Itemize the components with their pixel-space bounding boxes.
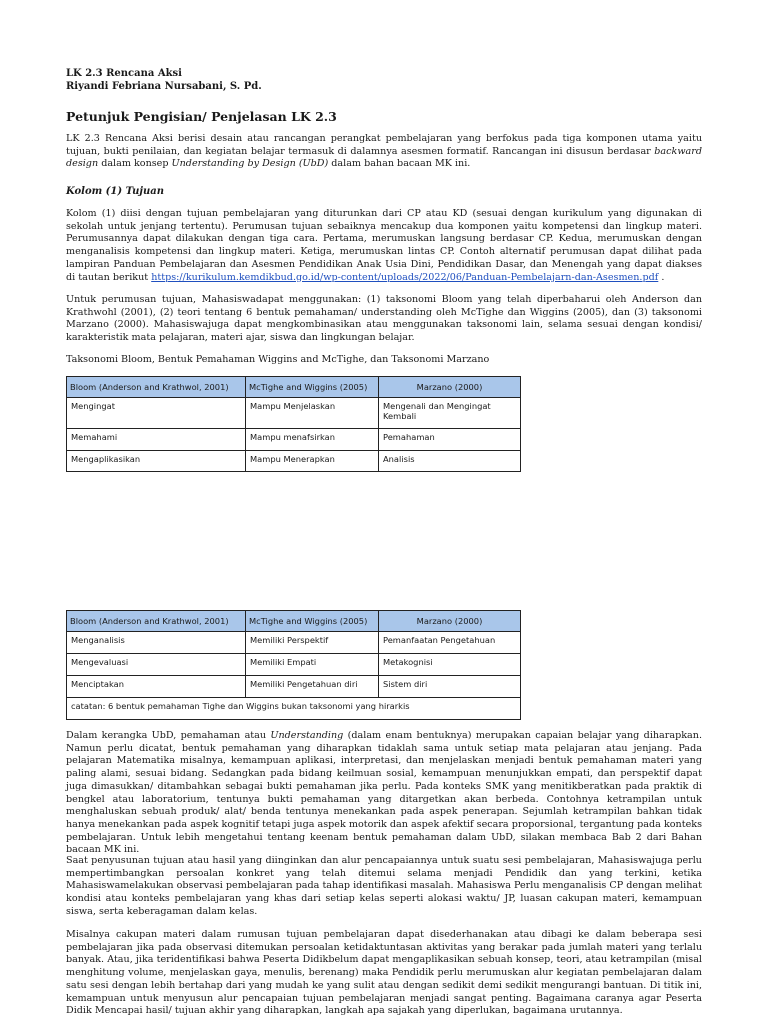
table-cell: Menciptakan bbox=[67, 676, 246, 698]
header-bloom: Bloom (Anderson and Krathwol, 2001) bbox=[67, 611, 246, 632]
table-cell: Pemahaman bbox=[379, 429, 521, 451]
author-name: Riyandi Febriana Nursabani, S. Pd. bbox=[66, 81, 262, 92]
kolom-tujuan-heading: Kolom (1) Tujuan bbox=[66, 186, 165, 197]
header-marzano: Marzano (2000) bbox=[379, 611, 521, 632]
taxonomy-table-2 bbox=[66, 610, 521, 720]
table-cell: Mengaplikasikan bbox=[67, 451, 246, 472]
table-row bbox=[67, 632, 521, 654]
table-cell: Analisis bbox=[379, 451, 521, 472]
header-bloom: Bloom (Anderson and Krathwol, 2001) bbox=[67, 377, 246, 398]
table-cell: Metakognisi bbox=[379, 654, 521, 676]
ubd-paragraph: Dalam kerangka UbD, pemahaman atau Understanding (dalam enam bentuknya) merupakan capaian belajar yang diharapkan. Namun perlu dicatat, bentuk pemahaman yang diharapkan tidaklah sama untuk setiap mata pelajaran atau jenjang. Pada pelajaran Matematika misalnya, kemampuan aplikasi, interpretasi, dan menjelaskan menjadi bentuk pemahaman materi yang paling alami, sesuai bidang. Sedangkan pada bidang keilmuan sosial, kemampuan menunjukkan empati, dan perspektif dapat juga dimasukkan/ ditambahkan sebagai bukti pemahaman jika perlu. Pada konteks SMK yang menitikberatkan pada praktik di bengkel atau laboratorium, tentunya bukti pemahaman yang ditargetkan akan berbeda. Contohnya ketrampilan untuk menghaluskan sebuah produk/ alat/ benda tentunya menekankan pada aspek penerapan. Sejumlah ketrampilan bahkan tidak hanya menekankan pada aspek kognitif tetapi juga aspek motorik dan aspek afektif secara proporsional, tergantung pada konteks pembelajaran. Untuk lebih mengetahui tentang keenam bentuk pemahaman dalam UbD, silakan membaca Bab 2 dari Bahan bacaan MK ini. bbox=[66, 730, 702, 856]
taksonomi-paragraph: Untuk perumusan tujuan, Mahasiswadapat menggunakan: (1) taksonomi Bloom yang telah diperbaharui oleh Anderson dan Krathwohl (2001), (2) teori tentang 6 bentuk pemahaman/ understanding oleh McTighe dan Wiggins (2005), dan (3) taksonomi Marzano (2000). Mahasiswajuga dapat mengkombinasikan atau menggunakan taksonomi lain, selama sesuai dengan kondisi/ karakteristik mata pelajaran, materi ajar, siswa dan lingkungan belajar. bbox=[66, 294, 702, 344]
intro-paragraph: LK 2.3 Rencana Aksi berisi desain atau rancangan perangkat pembelajaran yang berfokus pada tiga komponen utama yaitu tujuan, bukti penilaian, dan kegiatan belajar termasuk di dalamnya asesmen formatif. Rancangan ini disusun berdasar backward design dalam konsep Understanding by Design (UbD) dalam bahan bacaan MK ini. bbox=[66, 133, 702, 170]
table-cell: Memiliki Perspektif bbox=[246, 632, 379, 654]
table-header-row bbox=[67, 611, 521, 632]
cakupan-paragraph: Misalnya cakupan materi dalam rumusan tujuan pembelajaran dapat disederhanakan atau dibagi ke dalam beberapa sesi pembelajaran jika pada observasi ditemukan persoalan ketidaktuntasan aktivitas yang berakar pada jumlah materi yang terlalu banyak. Atau, jika teridentifikasi bahwa Peserta Didikbelum dapat mengaplikasikan sebuah konsep, teori, atau ketrampilan (misal menghitung volume, menjelaskan gaya, menulis, berenang) maka Pendidik perlu merumuskan alur kegiatan pembelajaran dalam satu sesi dengan lebih bertahap dari yang mudah ke yang sulit atau dengan sedikit demi sedikit mengurangi bantuan. Di titik ini, kemampuan untuk menyusun alur pencapaian tujuan pembelajaran menjadi sangat penting. Bagaimana caranya agar Peserta Didik Mencapai hasil/ tujuan akhir yang diharapkan, langkah apa sajakah yang diperlukan, bagaimana urutannya. bbox=[66, 929, 702, 1017]
table-row bbox=[67, 676, 521, 698]
header-mctighe: McTighe and Wiggins (2005) bbox=[246, 611, 379, 632]
table-row bbox=[67, 654, 521, 676]
header-mctighe: McTighe and Wiggins (2005) bbox=[246, 377, 379, 398]
penyusunan-paragraph: Saat penyusunan tujuan atau hasil yang diinginkan dan alur pencapaiannya untuk suatu sesi pembelajaran, Mahasiswajuga perlu mempertimbangkan persoalan konkret yang telah ditemui selama menjadi Pendidik dan yang terkini, ketika Mahasiswamelakukan observasi pembelajaran pada tahap identifikasi masalah. Mahasiswa Perlu menganalisis CP dengan melihat kondisi atau konteks pembelajaran yang khas dari setiap kelas seperti alokasi waktu/ JP, luasan cakupan materi, kemampuan siswa, serta keberagaman dalam kelas. bbox=[66, 855, 702, 917]
table-cell: Mengenali dan Mengingat Kembali bbox=[379, 398, 521, 429]
taxonomy-table-1 bbox=[66, 376, 521, 472]
table-cell: Memahami bbox=[67, 429, 246, 451]
table-cell: Mampu Menjelaskan bbox=[246, 398, 379, 429]
panduan-link[interactable]: https://kurikulum.kemdikbud.go.id/wp-content/uploads/2022/06/Panduan-Pembelajarn-dan-Asesmen.pdf bbox=[151, 271, 659, 283]
table-cell: Mampu Menerapkan bbox=[246, 451, 379, 472]
table-row bbox=[67, 398, 521, 429]
table-cell: Memiliki Empati bbox=[246, 654, 379, 676]
table-cell: Sistem diri bbox=[379, 676, 521, 698]
table-cell: Mampu menafsirkan bbox=[246, 429, 379, 451]
table-caption: Taksonomi Bloom, Bentuk Pemahaman Wiggins and McTighe, dan Taksonomi Marzano bbox=[66, 354, 490, 365]
document-title: LK 2.3 Rencana Aksi bbox=[66, 68, 182, 79]
table-cell: Mengevaluasi bbox=[67, 654, 246, 676]
table-note: catatan: 6 bentuk pemahaman Tighe dan Wiggins bukan taksonomi yang hirarkis bbox=[67, 698, 521, 720]
table-cell: Pemanfaatan Pengetahuan bbox=[379, 632, 521, 654]
table-cell: Mengingat bbox=[67, 398, 246, 429]
table-row bbox=[67, 429, 521, 451]
table-note-row bbox=[67, 698, 521, 720]
kolom-tujuan-paragraph: Kolom (1) diisi dengan tujuan pembelajaran yang diturunkan dari CP atau KD (sesuai dengan kurikulum yang digunakan di sekolah untuk jenjang tertentu). Perumusan tujuan sebaiknya mencakup dua komponen yaitu kompetensi dan lingkup materi. Perumusannya dapat dilakukan dengan tiga cara. Pertama, merumuskan langsung berdasar CP. Kedua, merumuskan dengan menganalisis kompetensi dan lingkup materi. Ketiga, merumuskan lintas CP. Contoh alternatif perumusan dapat dilihat pada lampiran Panduan Pembelajaran dan Asesmen Pendidikan Anak Usia Dini, Pendidikan Dasar, dan Menengah yang dapat diakses di tautan berikut https://kurikulum.kemdikbud.go.id/wp-content/uploads/2022/06/Panduan-Pembelajarn-dan-Asesmen.pdf . bbox=[66, 208, 702, 283]
table-cell: Menganalisis bbox=[67, 632, 246, 654]
table-row bbox=[67, 451, 521, 472]
table-header-row bbox=[67, 377, 521, 398]
header-marzano: Marzano (2000) bbox=[379, 377, 521, 398]
table-cell: Memiliki Pengetahuan diri bbox=[246, 676, 379, 698]
section-title: Petunjuk Pengisian/ Penjelasan LK 2.3 bbox=[66, 109, 337, 124]
